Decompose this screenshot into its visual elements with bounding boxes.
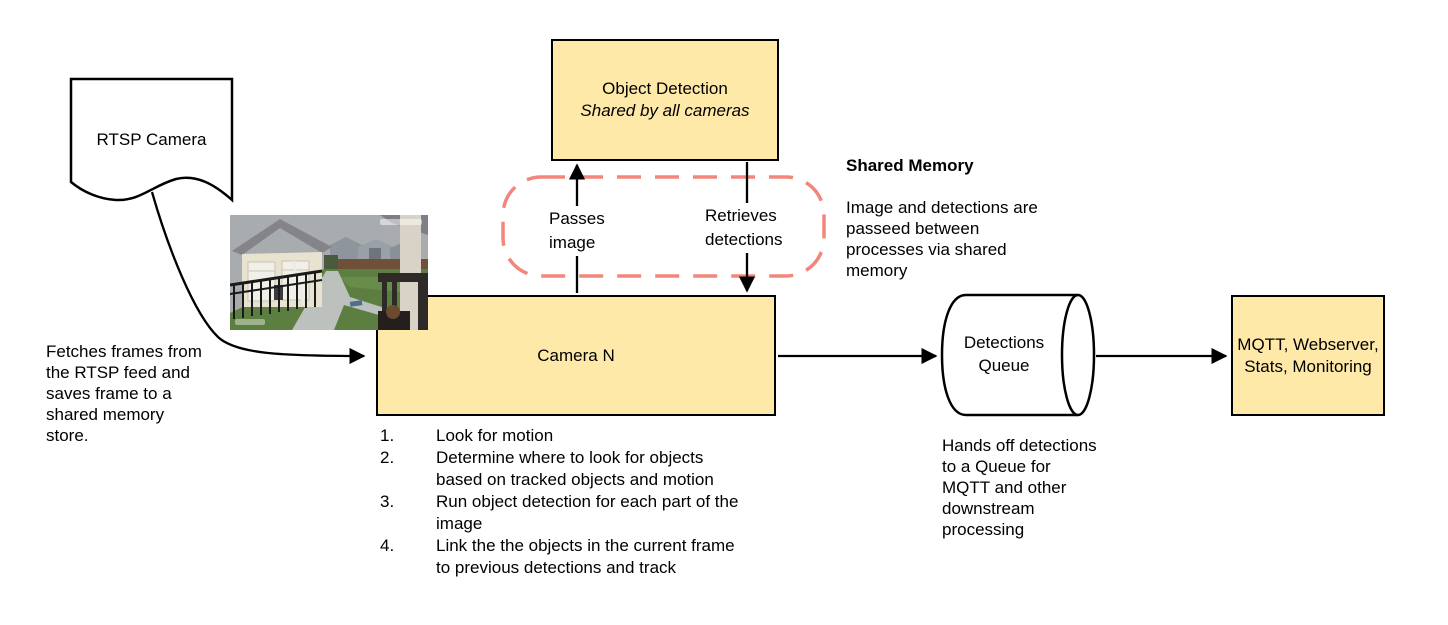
camera-steps-list — [380, 425, 796, 579]
object-detection-title: Object Detection — [602, 79, 728, 98]
fetches-frames-note: Fetches frames from the RTSP feed and saves frame to a shared memory store. — [46, 342, 202, 445]
shared-memory-title: Shared Memory — [846, 156, 974, 175]
camera-n-label: Camera N — [537, 345, 615, 365]
camera-step-4: 4. Link the the objects in the current frame to previous detections and track — [380, 536, 735, 577]
object-detection-subtitle: Shared by all cameras — [580, 101, 750, 120]
detections-queue-label: Detections Queue — [963, 333, 1045, 375]
shared-memory-note — [846, 134, 1086, 302]
mqtt-node — [1231, 295, 1385, 416]
passes-image-label: Passes image — [547, 206, 607, 256]
mqtt-label: MQTT, Webserver, Stats, Monitoring — [1237, 334, 1379, 376]
rtsp-camera-label: RTSP Camera — [96, 129, 207, 149]
retrieves-detections-label: Retrieves detections — [703, 203, 785, 253]
camera-snapshot-image — [230, 215, 428, 330]
camera-n-node — [376, 295, 776, 416]
camera-step-3: 3. Run object detection for each part of the image — [380, 492, 739, 533]
hands-off-note: Hands off detections to a Queue for MQTT and other downstream processing — [942, 436, 1097, 539]
camera-step-2: 2. Determine where to look for objects based on tracked objects and motion — [380, 448, 714, 489]
shared-memory-body: Image and detections are passeed between processes via shared memory — [846, 198, 1038, 280]
object-detection-node — [551, 39, 779, 161]
camera-step-1: 1. Look for motion — [380, 426, 554, 445]
